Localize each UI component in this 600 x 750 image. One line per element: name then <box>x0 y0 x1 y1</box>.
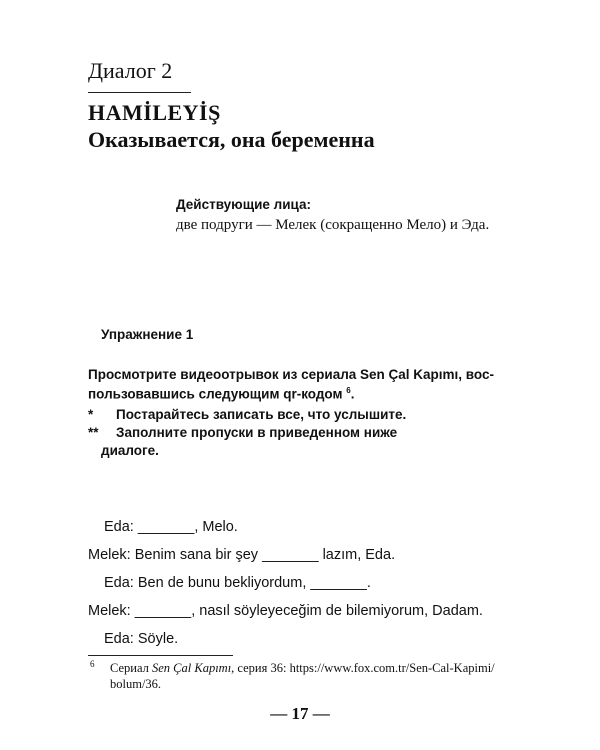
speaker: Melek: <box>88 547 131 563</box>
footnote-ref[interactable]: 6 <box>346 386 351 395</box>
title-divider <box>88 92 191 93</box>
dialogue-text: Ben de bunu bekliyordum, _______. <box>137 575 371 591</box>
bullet-text: Заполните пропуски в приведенном ниже <box>116 425 398 440</box>
dialogue-text: Söyle. <box>137 631 179 647</box>
instruction-end: . <box>350 386 355 402</box>
title-turkish: HAMİLEYİŞ <box>88 100 221 125</box>
footnote-divider <box>88 655 233 656</box>
page-number: — 17 — <box>270 704 330 723</box>
exercise-instruction-line2 <box>88 386 354 402</box>
footnote-line2[interactable]: bolum/36. <box>110 677 162 691</box>
footnote-line1 <box>110 661 495 676</box>
cast-description: две подруги — Мелек (сокращенно Мело) и Эда. <box>176 217 490 233</box>
bullet-item <box>88 407 406 422</box>
dialogue-text: Benim sana bir şey _______ lazım, Eda. <box>134 547 396 563</box>
dialogue-line <box>104 519 238 535</box>
footnote-series-title: Sen Çal Kapımı <box>152 661 232 675</box>
bullet-marker: ** <box>88 425 99 440</box>
bullet-marker: * <box>88 407 94 422</box>
bullet-item <box>88 425 397 440</box>
footnote-suffix[interactable]: , серия 36: https://www.fox.com.tr/Sen-Cal-Kapimi/ <box>231 661 495 675</box>
exercise-instruction-line1: Просмотрите видеоотрывок из сериала Sen Çal Kapımı, вос- <box>88 367 495 382</box>
dialog-label: Диалог 2 <box>88 58 173 83</box>
speaker: Eda: <box>104 575 134 591</box>
exercise-heading: Упражнение 1 <box>101 327 194 342</box>
bullet-text: Постарайтесь записать все, что услышите. <box>116 407 407 422</box>
instruction-text: пользовавшись следующим qr-кодом <box>88 386 343 402</box>
speaker: Melek: <box>88 603 131 619</box>
cast-heading: Действующие лица: <box>176 197 311 212</box>
footnote-number: 6 <box>90 659 95 669</box>
title-russian: Оказывается, она беременна <box>88 127 375 152</box>
dialogue-line <box>88 547 395 563</box>
dialogue-text: _______, Melo. <box>137 519 238 535</box>
dialogue-line <box>104 631 178 647</box>
dialogue-line <box>88 603 483 619</box>
speaker: Eda: <box>104 519 134 535</box>
speaker: Eda: <box>104 631 134 647</box>
footnote-prefix: Сериал <box>110 661 152 675</box>
bullet-continuation: диалоге. <box>101 443 159 458</box>
dialogue-text: _______, nasıl söyleyeceğim de bilemiyorum, Dadam. <box>134 603 483 619</box>
dialogue-line <box>104 575 371 591</box>
